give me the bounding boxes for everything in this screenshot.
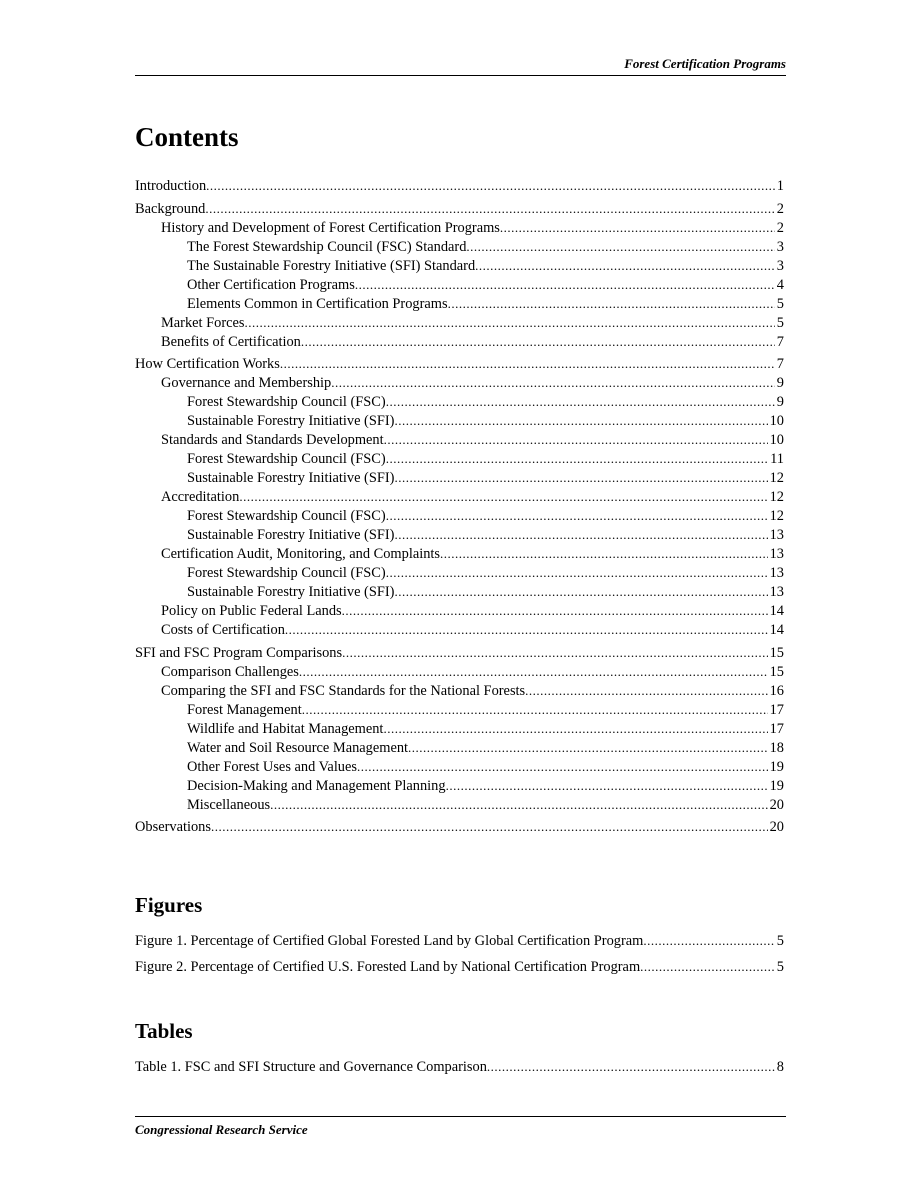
toc-entry[interactable]: Background ..... 2	[135, 199, 784, 218]
tables-heading: Tables	[135, 1019, 193, 1043]
toc-entry[interactable]: Forest Stewardship Council (FSC) ..... 9	[135, 392, 784, 411]
toc-entry[interactable]: Forest Management ..... 17	[135, 700, 784, 719]
toc-entry[interactable]: Sustainable Forestry Initiative (SFI) ..... 13	[135, 525, 784, 544]
toc-entry[interactable]: Costs of Certification ..... 14	[135, 620, 784, 639]
toc-entry[interactable]: The Forest Stewardship Council (FSC) Standard ..... 3	[135, 237, 784, 256]
toc-entry[interactable]: How Certification Works ..... 7	[135, 354, 784, 373]
toc-entry[interactable]: Sustainable Forestry Initiative (SFI) ..... 13	[135, 582, 784, 601]
toc-entry[interactable]: Forest Stewardship Council (FSC) ..... 13	[135, 563, 784, 582]
figures-heading: Figures	[135, 893, 203, 917]
contents-heading: Contents	[135, 122, 239, 152]
toc-entry[interactable]: Sustainable Forestry Initiative (SFI) ..... 10	[135, 411, 784, 430]
figures-list	[135, 928, 784, 980]
toc-entry[interactable]: Comparing the SFI and FSC Standards for the National Forests ..... 16	[135, 681, 784, 700]
toc-entry[interactable]: Introduction ..... 1	[135, 176, 784, 195]
toc-entry[interactable]: Comparison Challenges ..... 15	[135, 662, 784, 681]
toc-entry[interactable]: Benefits of Certification ..... 7	[135, 332, 784, 351]
running-title: Forest Certification Programs	[624, 56, 786, 71]
toc-entry[interactable]: Forest Stewardship Council (FSC) ..... 11	[135, 449, 784, 468]
footer-publisher: Congressional Research Service	[135, 1122, 308, 1137]
table-entry[interactable]: Table 1. FSC and SFI Structure and Governance Comparison ..... 8	[135, 1054, 784, 1080]
page-footer	[135, 1116, 786, 1138]
toc-entry[interactable]: Wildlife and Habitat Management ..... 17	[135, 719, 784, 738]
toc-entry[interactable]: Governance and Membership ..... 9	[135, 373, 784, 392]
toc-entry[interactable]: Accreditation ..... 12	[135, 487, 784, 506]
toc-entry[interactable]: Sustainable Forestry Initiative (SFI) ..... 12	[135, 468, 784, 487]
toc-entry[interactable]: Other Certification Programs ..... 4	[135, 275, 784, 294]
toc-entry[interactable]: History and Development of Forest Certification Programs ..... 2	[135, 218, 784, 237]
toc-entry[interactable]: Forest Stewardship Council (FSC) ..... 12	[135, 506, 784, 525]
contents-list	[135, 176, 784, 836]
toc-entry[interactable]: Observations ..... 20	[135, 817, 784, 836]
figure-entry[interactable]: Figure 1. Percentage of Certified Global Forested Land by Global Certification Program ..... 5	[135, 928, 784, 954]
figure-entry[interactable]: Figure 2. Percentage of Certified U.S. Forested Land by National Certification Program ..... 5	[135, 954, 784, 980]
toc-entry[interactable]: Elements Common in Certification Programs ..... 5	[135, 294, 784, 313]
toc-entry[interactable]: Market Forces ..... 5	[135, 313, 784, 332]
toc-entry[interactable]: Water and Soil Resource Management ..... 18	[135, 738, 784, 757]
tables-list	[135, 1054, 784, 1080]
toc-entry[interactable]: Other Forest Uses and Values ..... 19	[135, 757, 784, 776]
running-header	[135, 56, 786, 76]
toc-entry[interactable]: SFI and FSC Program Comparisons ..... 15	[135, 643, 784, 662]
toc-entry[interactable]: Policy on Public Federal Lands ..... 14	[135, 601, 784, 620]
toc-entry[interactable]: Decision-Making and Management Planning ..... 19	[135, 776, 784, 795]
toc-entry[interactable]: Miscellaneous ..... 20	[135, 795, 784, 814]
toc-entry[interactable]: Standards and Standards Development ..... 10	[135, 430, 784, 449]
toc-entry[interactable]: The Sustainable Forestry Initiative (SFI) Standard ..... 3	[135, 256, 784, 275]
toc-entry[interactable]: Certification Audit, Monitoring, and Complaints ..... 13	[135, 544, 784, 563]
